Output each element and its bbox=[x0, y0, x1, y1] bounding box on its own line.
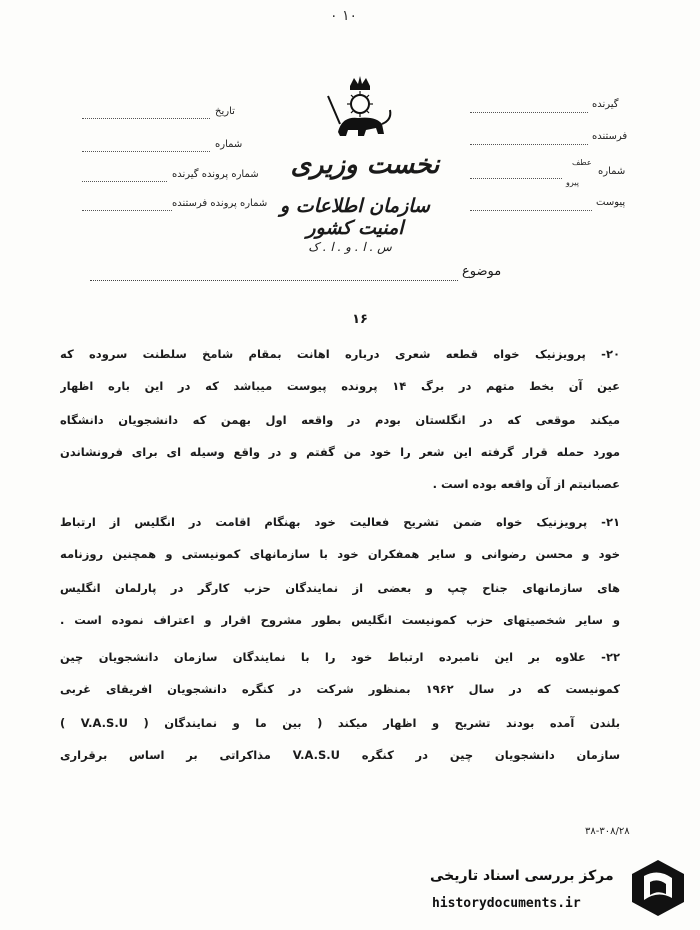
body-line: مورد حمله قرار گرفته این شعر را خود من گفتم و در واقع وسیله ای برای فرونشاندن bbox=[60, 445, 620, 459]
reference-sub-a: عطف bbox=[572, 158, 592, 167]
subject-label: موضوع bbox=[462, 264, 502, 279]
body-line: عین آن بخط متهم در برگ ۱۴ پرونده پیوست میباشد که در این باره اظهار bbox=[60, 379, 620, 393]
archive-logo-icon bbox=[630, 858, 686, 918]
recipient-file-dotted-line bbox=[82, 181, 167, 182]
body-line: کمونیست که در سال ۱۹۶۲ بمنظور شرکت در کنگره دانشجویان افریقای غربی bbox=[60, 682, 620, 696]
body-line: ۲۱- پرویزنیک خواه ضمن تشریح فعالیت خود بهنگام اقامت در انگلیس از ارتباط bbox=[60, 515, 620, 529]
reference-sub-b: پیرو bbox=[566, 178, 579, 187]
subject-dotted-line bbox=[90, 280, 458, 281]
lion-and-sun-emblem-icon bbox=[320, 74, 400, 144]
page-number: ۱۶ bbox=[352, 312, 368, 327]
body-line: ۲۰- پرویزنیک خواه قطعه شعری درباره اهانت بمقام شامخ سلطنت سروده که bbox=[60, 347, 620, 361]
document-id: ۳۸-۳۰۸/۲۸ bbox=[585, 826, 630, 837]
body-line: ( V.A.S.U ) بلندن آمده بودند تشریح و اظهار میکند ( بین ما و نمایندگان bbox=[60, 716, 620, 730]
recipient-dotted-line bbox=[470, 112, 588, 113]
number-dotted-line bbox=[82, 151, 210, 152]
date-label: تاریخ bbox=[215, 106, 235, 117]
body-line: سازمان دانشجویان چین در کنگره V.A.S.U مذاکراتی بر اساس برقراری bbox=[60, 748, 620, 762]
organization-title: نخست وزیری bbox=[290, 150, 440, 180]
organization-abbreviation: س . ا . و . ا . ک bbox=[308, 240, 392, 254]
watermark-name: مرکز بررسی اسناد تاریخی bbox=[430, 868, 614, 884]
body-line: ۲۲- علاوه بر این نامبرده ارتباط خود را با نمایندگان سازمان دانشجویان چین bbox=[60, 650, 620, 664]
body-line: عصبانیتم از آن واقعه بوده است . bbox=[432, 477, 620, 491]
sender-file-dotted-line bbox=[82, 210, 172, 211]
watermark-url: historydocuments.ir bbox=[432, 896, 581, 911]
body-line: میکند موقعی که در انگلستان بودم در واقعه اول بهمن که دانشجویان دانشگاه bbox=[60, 413, 620, 427]
body-line: و سایر شخصیتهای حزب کمونیست انگلیس بطور مشروح اقرار و اعتراف نموده است . bbox=[60, 613, 620, 627]
body-line: خود و محسن رضوانی و سایر همفکران خود با سازمانهای کمونیستی و همچنین روزنامه bbox=[60, 547, 620, 561]
reference-dotted-line bbox=[470, 178, 562, 179]
date-dotted-line bbox=[82, 118, 210, 119]
reference-number-label: شماره bbox=[598, 166, 626, 177]
recipient-file-number-label: شماره پرونده گیرنده bbox=[172, 169, 259, 180]
attachment-dotted-line bbox=[470, 210, 592, 211]
organization-subtitle: سازمان اطلاعات و امنیت کشور bbox=[280, 195, 430, 239]
sender-label: فرستنده bbox=[592, 131, 628, 142]
attachment-label: پیوست bbox=[596, 197, 626, 208]
recipient-label: گیرنده bbox=[592, 99, 619, 110]
number-label: شماره bbox=[215, 139, 243, 150]
body-line: های سازمانهای جناح چپ و بعضی از نمایندگان حزب کارگر در پارلمان انگلیس bbox=[60, 581, 620, 595]
top-marks: ۰ ۱۰ bbox=[330, 8, 358, 24]
sender-file-number-label: شماره پرونده فرستنده bbox=[172, 198, 268, 209]
sender-dotted-line bbox=[470, 144, 588, 145]
